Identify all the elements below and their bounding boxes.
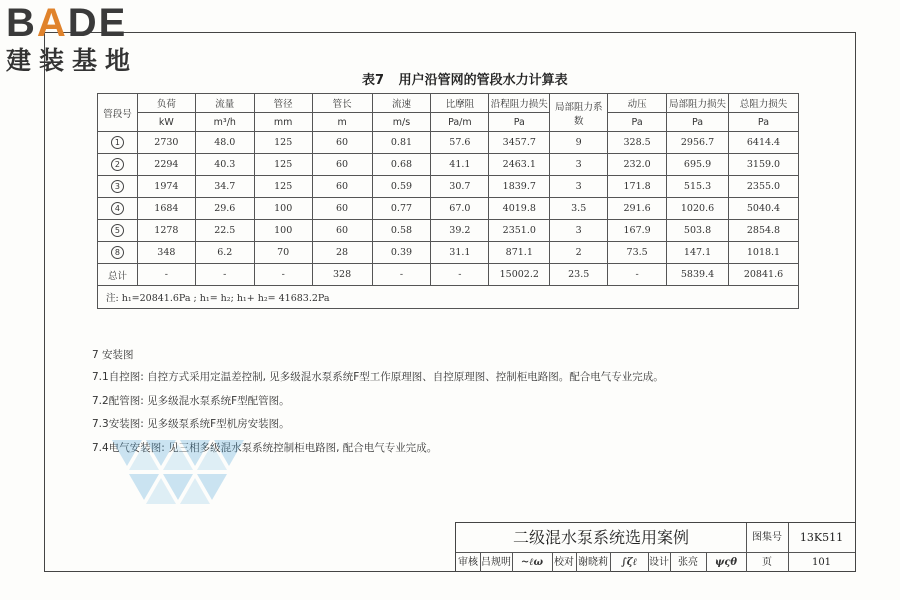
segment-number-cell: [98, 176, 138, 198]
unit-cell: Pa: [728, 113, 798, 132]
header-cell: 动压: [608, 94, 667, 113]
segment-number: 1: [111, 136, 124, 149]
table-cell: 15002.2: [489, 264, 550, 286]
reviewer-signature: ~ℓω: [512, 553, 553, 572]
table-cell: 328: [312, 264, 372, 286]
checker-signature: ∫ζℓ: [610, 553, 649, 572]
segment-number: 8: [111, 246, 124, 259]
table-cell: 2351.0: [489, 220, 550, 242]
unit-cell: m/s: [372, 113, 431, 132]
segment-number-cell: [98, 220, 138, 242]
table-cell: 3457.7: [489, 132, 550, 154]
table-row: [98, 132, 799, 154]
table-cell: 2956.7: [667, 132, 729, 154]
check-label: 校对: [552, 553, 577, 572]
header-cell: 管长: [312, 94, 372, 113]
table-cell: 1684: [137, 198, 195, 220]
reviewer-name: 吕规明: [480, 553, 513, 572]
table-cell: 31.1: [431, 242, 489, 264]
header-cell: 沿程阻力损失: [489, 94, 550, 113]
table-cell: 5040.4: [728, 198, 798, 220]
table-cell: 3: [550, 220, 608, 242]
table-row: [98, 242, 799, 264]
table-cell: 147.1: [667, 242, 729, 264]
unit-cell: Pa: [489, 113, 550, 132]
designer-signature: ψςθ: [706, 553, 747, 572]
segment-number: 2: [111, 158, 124, 171]
table-cell: -: [431, 264, 489, 286]
table-note: 注: h₁=20841.6Pa ; h₁= h₂; h₁+ h₂= 41683.2Pa: [98, 286, 799, 309]
brand-logo: [6, 2, 138, 76]
unit-cell: kW: [137, 113, 195, 132]
table-cell: 3: [550, 176, 608, 198]
unit-cell: m: [312, 113, 372, 132]
table-cell: 2355.0: [728, 176, 798, 198]
table-cell: 125: [254, 154, 312, 176]
table-number: 表7: [362, 73, 385, 88]
table-units-row: [98, 113, 799, 132]
table-note-row: [98, 286, 799, 309]
atlas-number: 13K511: [799, 531, 844, 544]
table-cell: 40.3: [195, 154, 254, 176]
table-cell: 28: [312, 242, 372, 264]
table-title-text: 用户沿管网的管段水力计算表: [398, 73, 568, 88]
table-cell: -: [372, 264, 431, 286]
table-row: [98, 198, 799, 220]
table-cell: 39.2: [431, 220, 489, 242]
atlas-label: 图集号: [746, 523, 789, 552]
table-row: [98, 264, 799, 286]
table-cell: 125: [254, 176, 312, 198]
table-cell: 60: [312, 198, 372, 220]
table-cell: 2: [550, 242, 608, 264]
unit-cell: Pa/m: [431, 113, 489, 132]
header-cell: 流速: [372, 94, 431, 113]
checker-name: 谢晓莉: [576, 553, 611, 572]
header-cell: 局部阻力系数: [550, 94, 608, 132]
table-cell: 348: [137, 242, 195, 264]
table-cell: 515.3: [667, 176, 729, 198]
table-cell: 0.58: [372, 220, 431, 242]
header-cell: 管径: [254, 94, 312, 113]
table-cell: 171.8: [608, 176, 667, 198]
table-cell: 100: [254, 198, 312, 220]
table-cell: 9: [550, 132, 608, 154]
table-cell: 22.5: [195, 220, 254, 242]
table-cell: 67.0: [431, 198, 489, 220]
table-cell: 57.6: [431, 132, 489, 154]
table-cell: 3.5: [550, 198, 608, 220]
header-cell: 局部阻力损失: [667, 94, 729, 113]
table-cell: 1020.6: [667, 198, 729, 220]
table-cell: 4019.8: [489, 198, 550, 220]
table-cell: 29.6: [195, 198, 254, 220]
design-label: 设计: [648, 553, 671, 572]
table-cell: -: [608, 264, 667, 286]
unit-cell: m³/h: [195, 113, 254, 132]
table-cell: 695.9: [667, 154, 729, 176]
table-cell: 3: [550, 154, 608, 176]
segment-number-cell: [98, 242, 138, 264]
table-cell: 20841.6: [728, 264, 798, 286]
table-cell: 6.2: [195, 242, 254, 264]
table-cell: -: [195, 264, 254, 286]
table-cell: 60: [312, 154, 372, 176]
table-cell: 48.0: [195, 132, 254, 154]
section-item: 7.2配管图: 见多级混水泵系统F型配管图。: [92, 395, 290, 407]
segment-number-cell: 总计: [98, 264, 138, 286]
table-cell: 0.59: [372, 176, 431, 198]
table-cell: 167.9: [608, 220, 667, 242]
table-cell: 1278: [137, 220, 195, 242]
table-cell: 60: [312, 220, 372, 242]
table-cell: 2730: [137, 132, 195, 154]
table-cell: 23.5: [550, 264, 608, 286]
table-body: [98, 132, 799, 286]
table-cell: -: [254, 264, 312, 286]
unit-cell: mm: [254, 113, 312, 132]
hydraulic-calculation-table: [97, 93, 799, 309]
segment-number-cell: [98, 154, 138, 176]
table-cell: 0.68: [372, 154, 431, 176]
table-cell: 0.81: [372, 132, 431, 154]
review-label: 审核: [456, 553, 481, 572]
table-cell: 1839.7: [489, 176, 550, 198]
logo-subtitle: 建装基地: [6, 46, 139, 75]
segment-number: 5: [111, 224, 124, 237]
table-cell: 5839.4: [667, 264, 729, 286]
table-cell: 125: [254, 132, 312, 154]
table-row: [98, 154, 799, 176]
segment-number-cell: [98, 132, 138, 154]
table-cell: 0.39: [372, 242, 431, 264]
header-cell: 比摩阻: [431, 94, 489, 113]
segment-number: 4: [111, 202, 124, 215]
section-heading: 7 安装图: [92, 349, 134, 361]
table-cell: 70: [254, 242, 312, 264]
table-cell: 60: [312, 176, 372, 198]
page-number: 101: [811, 557, 832, 568]
section-item: 7.4电气安装图: 见三相多级混水泵系统控制柜电路图, 配合电气专业完成。: [92, 442, 438, 454]
table-cell: 30.7: [431, 176, 489, 198]
title-block: [455, 522, 856, 572]
logo-brand: BADE: [6, 1, 128, 45]
table-cell: 2294: [137, 154, 195, 176]
table-row: [98, 176, 799, 198]
table-cell: 34.7: [195, 176, 254, 198]
header-cell: 总阻力损失: [728, 94, 798, 113]
table-cell: 73.5: [608, 242, 667, 264]
table-cell: 41.1: [431, 154, 489, 176]
table-cell: 291.6: [608, 198, 667, 220]
unit-cell: Pa: [608, 113, 667, 132]
table-cell: 100: [254, 220, 312, 242]
header-cell: 负荷: [137, 94, 195, 113]
table-cell: 503.8: [667, 220, 729, 242]
watermark-triangles: [112, 440, 252, 510]
table-cell: 1974: [137, 176, 195, 198]
table-cell: 2854.8: [728, 220, 798, 242]
designer-name: 张亮: [670, 553, 707, 572]
table-cell: 2463.1: [489, 154, 550, 176]
table-cell: 3159.0: [728, 154, 798, 176]
table-cell: 0.77: [372, 198, 431, 220]
table-cell: 871.1: [489, 242, 550, 264]
header-cell: 流量: [195, 94, 254, 113]
table-cell: 60: [312, 132, 372, 154]
table-row: [98, 220, 799, 242]
table-cell: 6414.4: [728, 132, 798, 154]
signature-row: [456, 552, 855, 572]
header-cell: 管段号: [98, 94, 138, 132]
table-header-row: [98, 94, 799, 113]
table-cell: 232.0: [608, 154, 667, 176]
section-item: 7.3安装图: 见多级泵系统F型机房安装图。: [92, 418, 290, 430]
drawing-name: 二级混水泵系统选用案例: [456, 523, 747, 552]
table-cell: -: [137, 264, 195, 286]
table-cell: 1018.1: [728, 242, 798, 264]
segment-number-cell: [98, 198, 138, 220]
segment-number: 3: [111, 180, 124, 193]
page-label: 页: [746, 553, 789, 572]
section-item: 7.1自控图: 自控方式采用定温差控制, 见多级混水泵系统F型工作原理图、自控原理图、控制柜电路图。配合电气专业完成。: [92, 371, 664, 383]
unit-cell: Pa: [667, 113, 729, 132]
table-title: [362, 69, 568, 88]
table-cell: 328.5: [608, 132, 667, 154]
